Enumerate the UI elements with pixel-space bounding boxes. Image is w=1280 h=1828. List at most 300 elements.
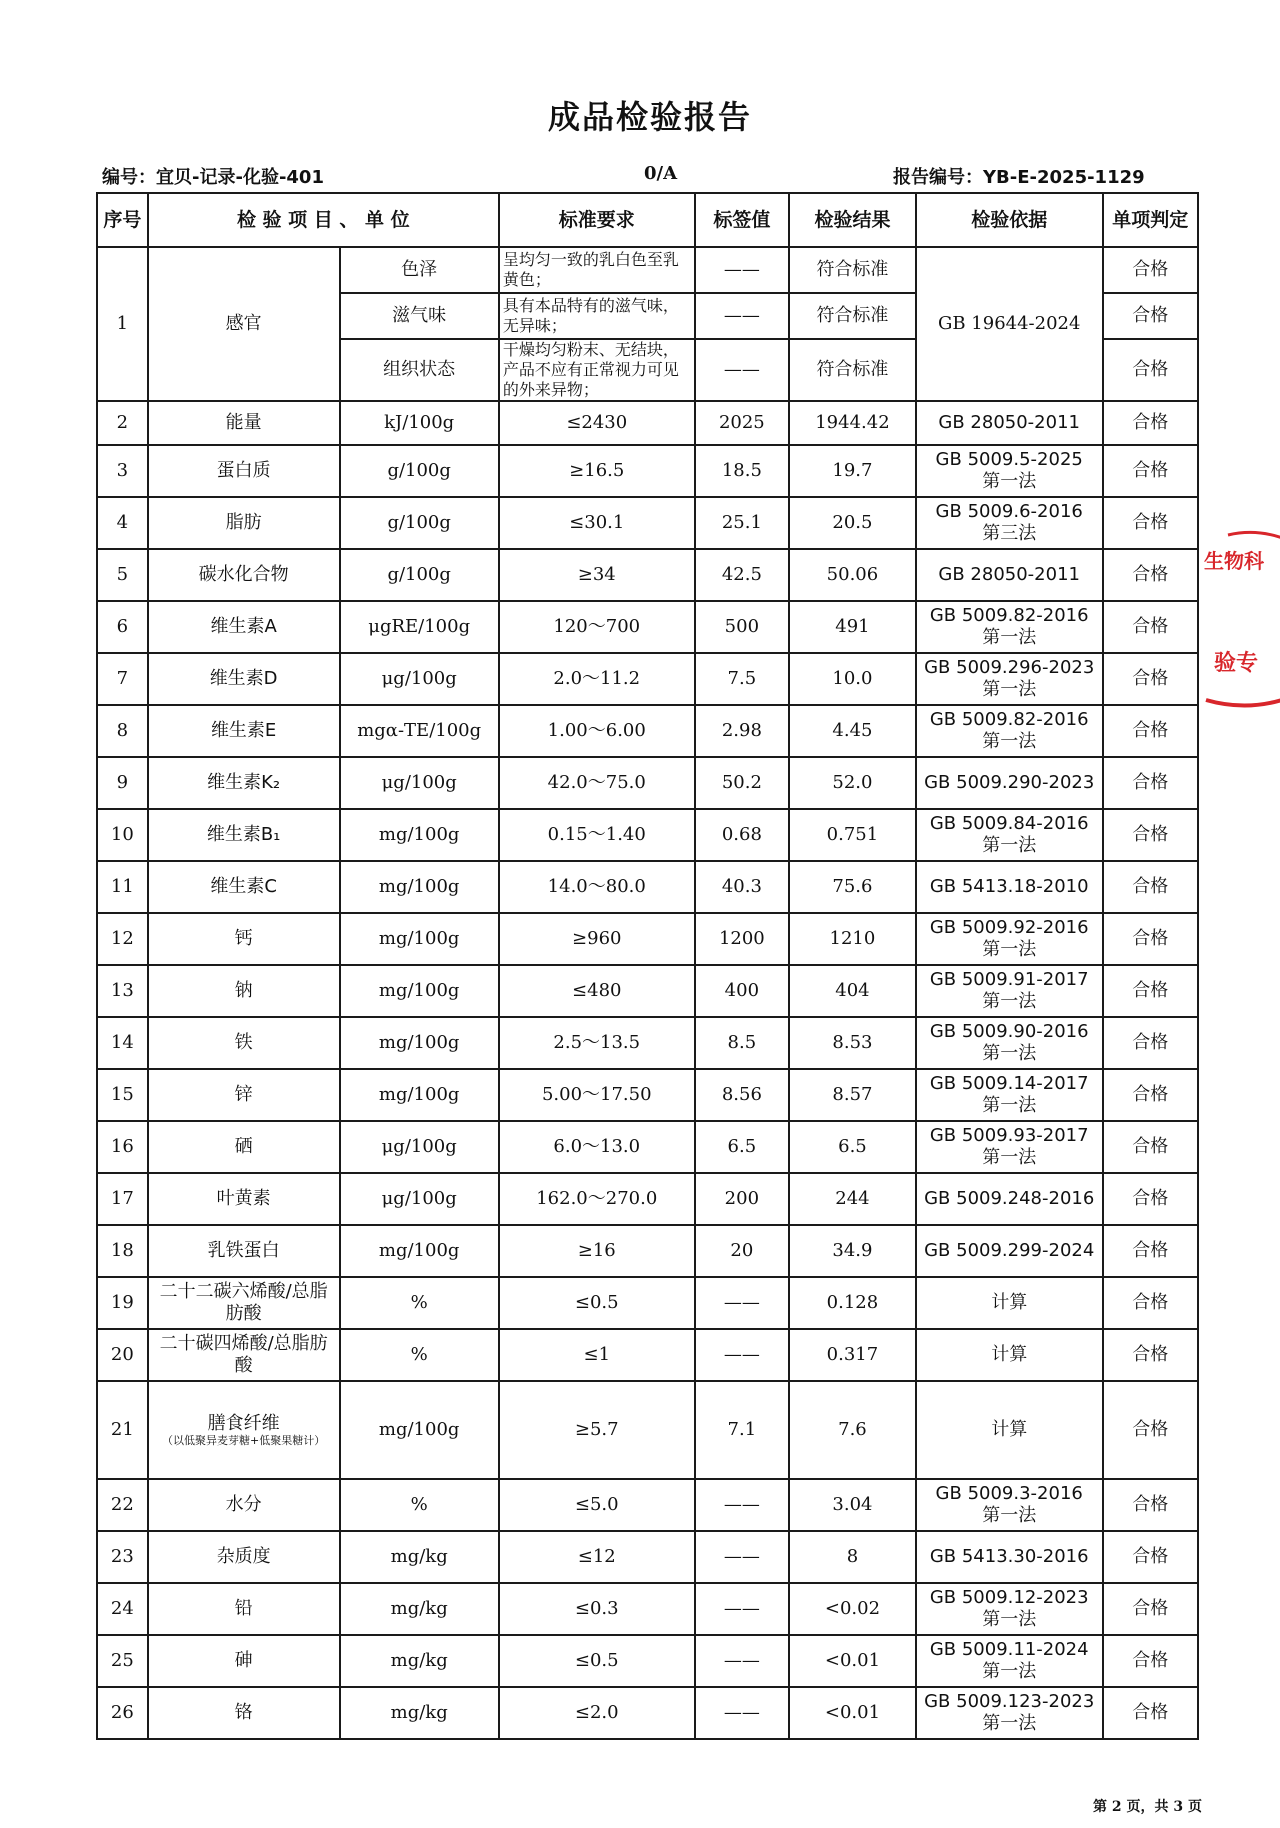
cell-no: 2	[97, 401, 148, 445]
cell-result: 1210	[789, 913, 916, 965]
cell-no: 25	[97, 1635, 148, 1687]
stamp-arc-top	[1228, 532, 1280, 540]
cell-result: <0.02	[789, 1583, 916, 1635]
cell-result: 符合标准	[789, 293, 916, 339]
table-row	[97, 861, 1198, 913]
cell-requirement: 5.00～17.50	[499, 1069, 695, 1121]
cell-basis	[916, 757, 1103, 809]
item-name: 膳食纤维	[207, 1412, 280, 1434]
cell-unit: μg/100g	[340, 653, 499, 705]
table-row	[97, 445, 1198, 497]
cell-requirement: ≤2430	[499, 401, 695, 445]
report-table	[96, 192, 1199, 1740]
cell-label: 7.1	[695, 1381, 789, 1479]
item-note: （以低聚异麦芽糖+低聚果糖计）	[162, 1434, 326, 1448]
item-name: 维生素K₂	[207, 772, 281, 794]
basis-standard: GB 5009.290-2023	[924, 772, 1095, 794]
table-row	[97, 401, 1198, 445]
table-row	[97, 1687, 1198, 1739]
cell-result: 0.751	[789, 809, 916, 861]
cell-item	[148, 1583, 340, 1635]
cell-item	[148, 965, 340, 1017]
basis-method: 第一法	[982, 627, 1037, 648]
report-number: 报告编号：YB-E-2025-1129	[893, 167, 1145, 188]
cell-judgement: 合格	[1103, 293, 1198, 339]
item-name: 砷	[234, 1650, 253, 1672]
cell-unit: %	[340, 1479, 499, 1531]
cell-requirement: ≤0.5	[499, 1635, 695, 1687]
cell-basis	[916, 913, 1103, 965]
cell-result: 75.6	[789, 861, 916, 913]
cell-subitem: 组织状态	[340, 339, 499, 401]
cell-label: 50.2	[695, 757, 789, 809]
cell-requirement: 42.0～75.0	[499, 757, 695, 809]
cell-no: 23	[97, 1531, 148, 1583]
cell-unit: mgα-TE/100g	[340, 705, 499, 757]
cell-result: 52.0	[789, 757, 916, 809]
basis-method: 第三法	[982, 523, 1037, 544]
cell-judgement: 合格	[1103, 401, 1198, 445]
cell-requirement: ≤0.3	[499, 1583, 695, 1635]
cell-label: 8.56	[695, 1069, 789, 1121]
cell-basis	[916, 1017, 1103, 1069]
report-title: 成品检验报告	[547, 98, 752, 136]
cell-no: 11	[97, 861, 148, 913]
cell-label: 2.98	[695, 705, 789, 757]
basis-standard: GB 5009.14-2017	[929, 1073, 1089, 1095]
cell-basis	[916, 497, 1103, 549]
cell-judgement: 合格	[1103, 653, 1198, 705]
cell-label: ——	[695, 293, 789, 339]
cell-basis	[916, 1069, 1103, 1121]
basis-standard: GB 5009.5-2025	[935, 449, 1083, 471]
cell-judgement: 合格	[1103, 1121, 1198, 1173]
col-result: 检验结果	[789, 193, 916, 247]
table-row	[97, 549, 1198, 601]
cell-label: 18.5	[695, 445, 789, 497]
cell-judgement: 合格	[1103, 247, 1198, 293]
item-name: 能量	[225, 412, 262, 434]
table-row	[97, 1069, 1198, 1121]
cell-item	[148, 913, 340, 965]
table-row	[97, 1583, 1198, 1635]
cell-result: 50.06	[789, 549, 916, 601]
cell-judgement: 合格	[1103, 1583, 1198, 1635]
table-header-row	[97, 193, 1198, 247]
cell-no: 10	[97, 809, 148, 861]
cell-result: 20.5	[789, 497, 916, 549]
basis-method: 第一法	[982, 1043, 1037, 1064]
cell-no: 6	[97, 601, 148, 653]
cell-label: 40.3	[695, 861, 789, 913]
cell-subitem: 滋气味	[340, 293, 499, 339]
cell-basis	[916, 1583, 1103, 1635]
table-row	[97, 653, 1198, 705]
cell-item	[148, 1173, 340, 1225]
cell-result: 8	[789, 1531, 916, 1583]
red-stamp	[1198, 520, 1280, 710]
cell-label: ——	[695, 1277, 789, 1329]
cell-no: 19	[97, 1277, 148, 1329]
cell-label: ——	[695, 1531, 789, 1583]
cell-result: 3.04	[789, 1479, 916, 1531]
item-name: 维生素C	[210, 876, 277, 898]
cell-result: 34.9	[789, 1225, 916, 1277]
basis-standard: GB 5009.3-2016	[935, 1483, 1083, 1505]
col-label-value: 标签值	[695, 193, 789, 247]
cell-no: 15	[97, 1069, 148, 1121]
item-name: 水分	[225, 1494, 262, 1516]
cell-requirement: ≥5.7	[499, 1381, 695, 1479]
table-row-sensory	[97, 247, 1198, 293]
cell-requirement: 14.0～80.0	[499, 861, 695, 913]
cell-result: <0.01	[789, 1687, 916, 1739]
table-row	[97, 1277, 1198, 1329]
cell-item	[148, 1687, 340, 1739]
page-footer: 第 2 页，共 3 页	[1093, 1799, 1202, 1815]
cell-requirement: ≥960	[499, 913, 695, 965]
cell-result: 1944.42	[789, 401, 916, 445]
col-item-unit: 检 验 项 目 、 单 位	[148, 193, 499, 247]
cell-judgement: 合格	[1103, 913, 1198, 965]
cell-result: 19.7	[789, 445, 916, 497]
cell-label: 8.5	[695, 1017, 789, 1069]
cell-basis	[916, 705, 1103, 757]
cell-no: 7	[97, 653, 148, 705]
basis-standard: GB 5009.82-2016	[929, 605, 1089, 627]
cell-label: 400	[695, 965, 789, 1017]
cell-unit: mg/100g	[340, 861, 499, 913]
cell-item	[148, 1329, 340, 1381]
cell-result: 8.53	[789, 1017, 916, 1069]
cell-requirement: 6.0～13.0	[499, 1121, 695, 1173]
cell-judgement: 合格	[1103, 1277, 1198, 1329]
cell-judgement: 合格	[1103, 1635, 1198, 1687]
basis-standard: GB 5009.92-2016	[929, 917, 1089, 939]
cell-item	[148, 1381, 340, 1479]
cell-no: 18	[97, 1225, 148, 1277]
cell-item	[148, 1017, 340, 1069]
version: 0/A	[644, 163, 678, 184]
item-name: 钠	[234, 980, 253, 1002]
cell-judgement: 合格	[1103, 497, 1198, 549]
cell-requirement: ≤30.1	[499, 497, 695, 549]
basis-standard: GB 5009.84-2016	[929, 813, 1089, 835]
cell-judgement: 合格	[1103, 1479, 1198, 1531]
cell-label: 25.1	[695, 497, 789, 549]
cell-result: 0.128	[789, 1277, 916, 1329]
stamp-text-top: 生物科	[1204, 549, 1264, 573]
cell-unit: %	[340, 1329, 499, 1381]
basis-standard: GB 5009.82-2016	[929, 709, 1089, 731]
cell-requirement: ≥34	[499, 549, 695, 601]
cell-judgement: 合格	[1103, 861, 1198, 913]
cell-judgement: 合格	[1103, 1017, 1198, 1069]
table-row	[97, 1635, 1198, 1687]
cell-judgement: 合格	[1103, 1329, 1198, 1381]
cell-item	[148, 1225, 340, 1277]
cell-unit: g/100g	[340, 497, 499, 549]
item-name: 铬	[234, 1702, 253, 1724]
cell-item	[148, 809, 340, 861]
cell-requirement: 干燥均匀粉末、无结块，产品不应有正常视力可见的外来异物；	[499, 339, 695, 401]
cell-requirement: ≤480	[499, 965, 695, 1017]
cell-no: 24	[97, 1583, 148, 1635]
cell-label: ——	[695, 247, 789, 293]
cell-result: 0.317	[789, 1329, 916, 1381]
cell-unit: mg/100g	[340, 1017, 499, 1069]
cell-requirement: 呈均匀一致的乳白色至乳黄色；	[499, 247, 695, 293]
cell-no: 9	[97, 757, 148, 809]
cell-item	[148, 497, 340, 549]
item-name: 脂肪	[225, 512, 262, 534]
cell-no: 4	[97, 497, 148, 549]
cell-no: 8	[97, 705, 148, 757]
cell-item	[148, 653, 340, 705]
item-name: 铁	[234, 1032, 253, 1054]
item-name: 铅	[234, 1598, 253, 1620]
basis-method: 第一法	[982, 835, 1037, 856]
cell-no: 20	[97, 1329, 148, 1381]
table-row	[97, 913, 1198, 965]
col-basis: 检验依据	[916, 193, 1103, 247]
cell-basis: GB 19644-2024	[916, 247, 1103, 401]
cell-unit: %	[340, 1277, 499, 1329]
cell-basis	[916, 549, 1103, 601]
table-row	[97, 1531, 1198, 1583]
cell-label: 6.5	[695, 1121, 789, 1173]
table-row	[97, 1381, 1198, 1479]
cell-judgement: 合格	[1103, 1381, 1198, 1479]
cell-result: 404	[789, 965, 916, 1017]
cell-basis	[916, 601, 1103, 653]
basis-standard: GB 5009.12-2023	[929, 1587, 1089, 1609]
cell-basis	[916, 1381, 1103, 1479]
item-name: 维生素A	[210, 616, 277, 638]
basis-method: 第一法	[982, 471, 1037, 492]
cell-basis	[916, 1531, 1103, 1583]
basis-method: 第一法	[982, 1713, 1037, 1734]
col-standard: 标准要求	[499, 193, 695, 247]
basis-standard: GB 5413.18-2010	[929, 876, 1089, 898]
col-judgement: 单项判定	[1103, 193, 1198, 247]
cell-no: 5	[97, 549, 148, 601]
cell-judgement: 合格	[1103, 549, 1198, 601]
basis-standard: GB 28050-2011	[938, 412, 1080, 434]
cell-judgement: 合格	[1103, 1069, 1198, 1121]
item-name: 维生素D	[209, 668, 278, 690]
cell-unit: mg/kg	[340, 1531, 499, 1583]
cell-basis	[916, 965, 1103, 1017]
cell-item	[148, 445, 340, 497]
cell-requirement: ≥16	[499, 1225, 695, 1277]
basis-standard: GB 5009.296-2023	[924, 657, 1095, 679]
cell-result: 244	[789, 1173, 916, 1225]
cell-basis	[916, 1277, 1103, 1329]
cell-requirement: ≥16.5	[499, 445, 695, 497]
cell-basis	[916, 1173, 1103, 1225]
cell-item	[148, 549, 340, 601]
item-name: 二十二碳六烯酸/总脂肪酸	[159, 1281, 328, 1324]
cell-unit: g/100g	[340, 549, 499, 601]
cell-unit: mg/100g	[340, 913, 499, 965]
cell-judgement: 合格	[1103, 601, 1198, 653]
basis-standard: GB 5009.248-2016	[924, 1188, 1095, 1210]
cell-basis	[916, 445, 1103, 497]
table-row	[97, 601, 1198, 653]
cell-unit: mg/100g	[340, 1225, 499, 1277]
cell-item	[148, 1479, 340, 1531]
cell-judgement: 合格	[1103, 1531, 1198, 1583]
cell-unit: mg/100g	[340, 809, 499, 861]
cell-subitem: 色泽	[340, 247, 499, 293]
basis-method: 第一法	[982, 1095, 1037, 1116]
table-row	[97, 1329, 1198, 1381]
cell-basis	[916, 1225, 1103, 1277]
cell-basis	[916, 1329, 1103, 1381]
item-name: 叶黄素	[216, 1188, 271, 1210]
cell-item	[148, 1531, 340, 1583]
table-row	[97, 1173, 1198, 1225]
cell-unit: mg/100g	[340, 1069, 499, 1121]
cell-unit: μg/100g	[340, 757, 499, 809]
basis-standard: GB 5009.6-2016	[935, 501, 1083, 523]
cell-basis	[916, 1687, 1103, 1739]
cell-no: 3	[97, 445, 148, 497]
cell-no: 13	[97, 965, 148, 1017]
table-row	[97, 705, 1198, 757]
cell-unit: μgRE/100g	[340, 601, 499, 653]
cell-judgement: 合格	[1103, 1225, 1198, 1277]
cell-item	[148, 1121, 340, 1173]
cell-judgement: 合格	[1103, 757, 1198, 809]
basis-method: 第一法	[982, 991, 1037, 1012]
cell-unit: mg/kg	[340, 1583, 499, 1635]
cell-basis	[916, 401, 1103, 445]
basis-method: 第一法	[982, 1609, 1037, 1630]
cell-unit: μg/100g	[340, 1121, 499, 1173]
cell-unit: mg/100g	[340, 965, 499, 1017]
cell-result: 6.5	[789, 1121, 916, 1173]
cell-no: 21	[97, 1381, 148, 1479]
stamp-arc-bottom	[1206, 698, 1280, 706]
basis-standard: GB 5009.123-2023	[924, 1691, 1095, 1713]
cell-item	[148, 1277, 340, 1329]
cell-basis	[916, 809, 1103, 861]
cell-requirement: ≤12	[499, 1531, 695, 1583]
cell-no: 14	[97, 1017, 148, 1069]
cell-judgement: 合格	[1103, 339, 1198, 401]
cell-requirement: 具有本品特有的滋气味，无异味；	[499, 293, 695, 339]
item-name: 维生素B₁	[206, 824, 281, 846]
cell-result: 8.57	[789, 1069, 916, 1121]
cell-unit: mg/kg	[340, 1635, 499, 1687]
cell-item	[148, 401, 340, 445]
basis-standard: 计算	[991, 1292, 1028, 1314]
basis-standard: GB 28050-2011	[938, 564, 1080, 586]
basis-standard: GB 5413.30-2016	[929, 1546, 1089, 1568]
basis-standard: GB 5009.93-2017	[929, 1125, 1089, 1147]
cell-item	[148, 1069, 340, 1121]
cell-label: 1200	[695, 913, 789, 965]
cell-label: ——	[695, 1583, 789, 1635]
item-name: 碳水化合物	[198, 564, 289, 586]
cell-requirement: 0.15～1.40	[499, 809, 695, 861]
cell-label: ——	[695, 339, 789, 401]
basis-standard: 计算	[991, 1419, 1028, 1441]
cell-label: 500	[695, 601, 789, 653]
basis-standard: GB 5009.11-2024	[929, 1639, 1089, 1661]
item-name: 锌	[234, 1084, 253, 1106]
cell-label: 20	[695, 1225, 789, 1277]
cell-judgement: 合格	[1103, 705, 1198, 757]
cell-basis	[916, 1121, 1103, 1173]
cell-no: 12	[97, 913, 148, 965]
cell-result: 491	[789, 601, 916, 653]
cell-requirement: 2.0～11.2	[499, 653, 695, 705]
cell-result: 7.6	[789, 1381, 916, 1479]
cell-basis	[916, 861, 1103, 913]
stamp-text-bottom: 验专	[1214, 651, 1259, 676]
basis-method: 第一法	[982, 1147, 1037, 1168]
cell-label: 0.68	[695, 809, 789, 861]
item-name: 杂质度	[216, 1546, 271, 1568]
cell-result: 符合标准	[789, 247, 916, 293]
cell-judgement: 合格	[1103, 809, 1198, 861]
cell-judgement: 合格	[1103, 1173, 1198, 1225]
cell-label: 42.5	[695, 549, 789, 601]
item-name: 钙	[234, 928, 253, 950]
cell-basis	[916, 653, 1103, 705]
cell-requirement: ≤2.0	[499, 1687, 695, 1739]
cell-result: 4.45	[789, 705, 916, 757]
table-row	[97, 1479, 1198, 1531]
cell-label: 200	[695, 1173, 789, 1225]
cell-judgement: 合格	[1103, 445, 1198, 497]
cell-label: ——	[695, 1635, 789, 1687]
cell-judgement: 合格	[1103, 1687, 1198, 1739]
basis-standard: GB 5009.299-2024	[924, 1240, 1095, 1262]
cell-requirement: ≤5.0	[499, 1479, 695, 1531]
col-seq: 序号	[97, 193, 148, 247]
cell-category: 感官	[148, 247, 340, 401]
cell-requirement: ≤1	[499, 1329, 695, 1381]
cell-requirement: 2.5～13.5	[499, 1017, 695, 1069]
cell-unit: kJ/100g	[340, 401, 499, 445]
cell-label: ——	[695, 1479, 789, 1531]
cell-item	[148, 705, 340, 757]
cell-basis	[916, 1635, 1103, 1687]
table-row	[97, 1225, 1198, 1277]
basis-standard: GB 5009.91-2017	[929, 969, 1089, 991]
cell-label: ——	[695, 1687, 789, 1739]
cell-result: 10.0	[789, 653, 916, 705]
cell-unit: μg/100g	[340, 1173, 499, 1225]
cell-item	[148, 1635, 340, 1687]
cell-no: 26	[97, 1687, 148, 1739]
table-row	[97, 809, 1198, 861]
cell-no: 22	[97, 1479, 148, 1531]
cell-result: <0.01	[789, 1635, 916, 1687]
item-name: 二十碳四烯酸/总脂肪酸	[159, 1333, 328, 1376]
table-row	[97, 1121, 1198, 1173]
cell-unit: mg/kg	[340, 1687, 499, 1739]
item-name: 硒	[234, 1136, 253, 1158]
cell-unit: g/100g	[340, 445, 499, 497]
table-row	[97, 1017, 1198, 1069]
cell-requirement: ≤0.5	[499, 1277, 695, 1329]
basis-standard: 计算	[991, 1344, 1028, 1366]
